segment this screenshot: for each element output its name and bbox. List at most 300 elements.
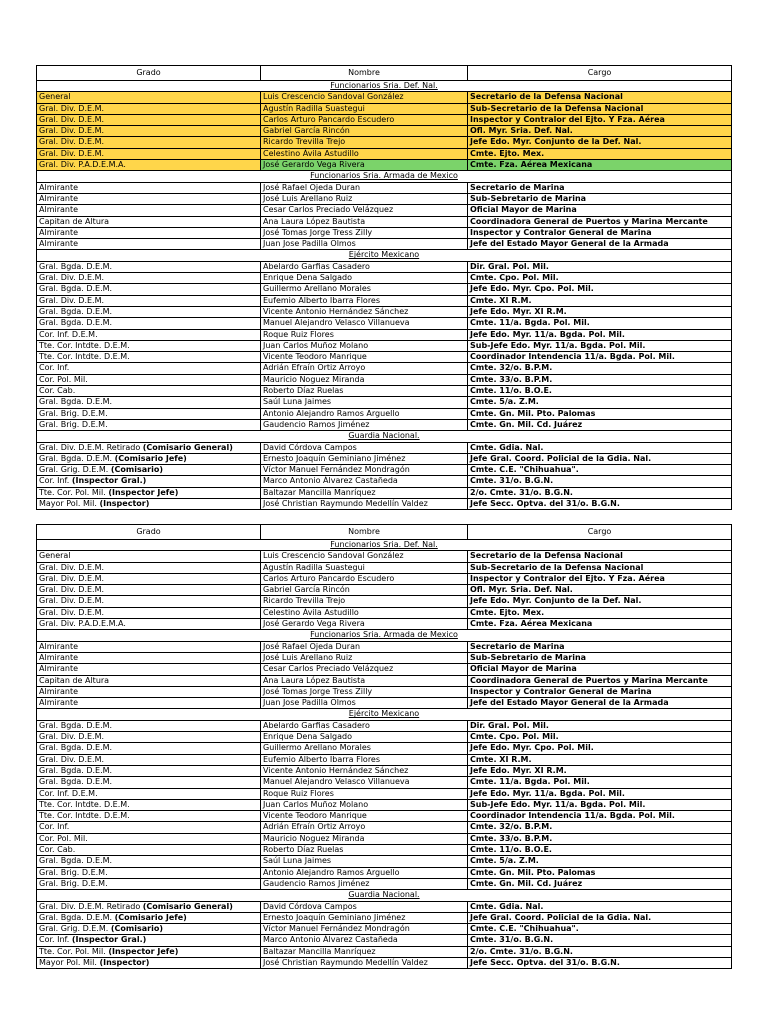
nombre-cell: Guillermo Arellano Morales [261,284,468,295]
rank-text: (Comisario General) [142,442,233,452]
rank-text: (Comisario) [110,924,163,934]
cargo-cell: 2/o. Cmte. 31/o. B.G.N. [468,946,732,957]
grado-cell [37,227,261,238]
table-row [37,318,732,329]
grado-cell [37,374,261,385]
cargo-cell: Jefe Edo. Myr. 11/a. Bgda. Pol. Mil. [468,788,732,799]
section-title: Ejército Mexicano [37,709,732,720]
grado-text: Gral. Brig. D.E.M. [39,867,108,877]
grado-text: Tte. Cor. Intdte. D.E.M. [39,811,130,821]
table-row [37,811,732,822]
nombre-cell: José Tomas Jorge Tress Zilly [261,227,468,238]
table-row [37,397,732,408]
table-row [37,732,732,743]
grado-text: Gral. Div. D.E.M. [39,137,105,147]
cargo-cell: Jefe Edo. Myr. Cpo. Pol. Mil. [468,743,732,754]
grado-text: Gral. Div. D.E.M. [39,148,105,158]
cargo-cell: Sub-Jefe Edo. Myr. 11/a. Bgda. Pol. Mil. [468,340,732,351]
table-row [37,160,732,171]
grado-text: Almirante [39,698,79,708]
grado-cell [37,562,261,573]
grado-text: Cor. Inf. [39,476,70,486]
section-title: Funcionarios Sria. Armada de Mexico [37,171,732,182]
rank-text: (Comisario General) [142,901,233,911]
cargo-cell: Coordinador Intendencia 11/a. Bgda. Pol. Mil. [468,811,732,822]
table-row [37,607,732,618]
table-row [37,114,732,125]
nombre-cell: Manuel Alejandro Velasco Villanueva [261,318,468,329]
grado-text: Gral. Bgda. D.E.M. [39,284,113,294]
grado-cell [37,386,261,397]
grado-text: Gral. Div. D.E.M. [39,103,105,113]
grado-text: Gral. Bgda. D.E.M. [39,306,113,316]
grado-text: Almirante [39,652,79,662]
grado-text: Cor. Cab. [39,845,76,855]
grado-cell [37,551,261,562]
table-row [37,901,732,912]
cargo-cell: Cmte. Ejto. Mex. [468,607,732,618]
section-row [37,81,732,92]
grado-text: Gral. Div. D.E.M. [39,732,105,742]
grado-cell [37,408,261,419]
table-row [37,788,732,799]
header-nombre: Nombre [261,525,468,540]
grado-cell [37,607,261,618]
cargo-cell: Ofl. Myr. Sria. Def. Nal. [468,585,732,596]
nombre-cell: Gabriel García Rincón [261,585,468,596]
table-row [37,261,732,272]
grado-text: Almirante [39,686,79,696]
grado-text: Tte. Cor. Intdte. D.E.M. [39,352,130,362]
table-row [37,856,732,867]
grado-cell [37,329,261,340]
nombre-cell: Cesar Carlos Preciado Velázquez [261,664,468,675]
nombre-cell: Carlos Arturo Pancardo Escudero [261,573,468,584]
grado-text: Gral. Brig. D.E.M. [39,408,108,418]
table-row [37,442,732,453]
grado-text: Gral. Brig. D.E.M. [39,419,108,429]
grado-text: Cor. Inf. [39,363,70,373]
table-row [37,743,732,754]
table-row [37,698,732,709]
grado-text: Cor. Pol. Mil. [39,833,88,843]
cargo-cell: Cmte. 32/o. B.P.M. [468,822,732,833]
cargo-cell: Dir. Gral. Pol. Mil. [468,261,732,272]
section-row [37,709,732,720]
nombre-cell: José Gerardo Vega Rivera [261,619,468,630]
grado-cell [37,686,261,697]
nombre-cell: Ernesto Joaquín Geminiano Jiménez [261,453,468,464]
grado-text: Tte. Cor. Pol. Mil. [39,487,106,497]
grado-cell [37,363,261,374]
nombre-cell: Roque Ruiz Flores [261,788,468,799]
grado-cell [37,397,261,408]
header-cargo: Cargo [468,525,732,540]
nombre-cell: Eufemio Alberto Ibarra Flores [261,754,468,765]
header-row [37,525,732,540]
cargo-cell: Jefe Edo. Myr. XI R.M. [468,765,732,776]
nombre-cell: Roberto Díaz Ruelas [261,386,468,397]
nombre-cell: Ana Laura López Bautista [261,216,468,227]
grado-cell [37,935,261,946]
table-row [37,551,732,562]
cargo-cell: Cmte. 31/o. B.G.N. [468,935,732,946]
nombre-cell: José Tomas Jorge Tress Zilly [261,686,468,697]
cargo-cell: Cmte. 11/o. B.O.E. [468,386,732,397]
table-row [37,92,732,103]
grado-cell [37,788,261,799]
grado-text: Almirante [39,227,79,237]
grado-text: Almirante [39,664,79,674]
cargo-cell: Jefe Edo. Myr. Cpo. Pol. Mil. [468,284,732,295]
nombre-cell: Agustín Radilla Suastegui [261,562,468,573]
nombre-cell: José Luis Arellano Ruiz [261,193,468,204]
table-row [37,363,732,374]
grado-text: Gral. Div. D.E.M. [39,126,105,136]
nombre-cell: Antonio Alejandro Ramos Arguello [261,867,468,878]
section-row [37,890,732,901]
nombre-cell: Adrián Efraín Ortiz Arroyo [261,822,468,833]
grado-cell [37,284,261,295]
grado-cell [37,273,261,284]
cargo-cell: Cmte. Gdia. Nal. [468,442,732,453]
grado-cell [37,182,261,193]
section-title: Funcionarios Sria. Def. Nal. [37,540,732,551]
rank-text: (Inspector Gral.) [71,476,147,486]
grado-text: Tte. Cor. Intdte. D.E.M. [39,799,130,809]
cargo-cell: Secretario de Marina [468,182,732,193]
grado-text: Gral. Grig. D.E.M. [39,465,109,475]
table-row [37,912,732,923]
table-row [37,148,732,159]
grado-text: Almirante [39,205,79,215]
nombre-cell: Enrique Dena Salgado [261,273,468,284]
nombre-cell: Vicente Antonio Hernández Sánchez [261,765,468,776]
grado-cell [37,498,261,509]
cargo-cell: Cmte. 32/o. B.P.M. [468,363,732,374]
grado-cell [37,652,261,663]
cargo-cell: Jefe Edo. Myr. Conjunto de la Def. Nal. [468,137,732,148]
table-row [37,419,732,430]
header-cargo: Cargo [468,66,732,81]
cargo-cell: Cmte. Gn. Mil. Cd. Juárez [468,878,732,889]
cargo-cell: Sub-Secretario de la Defensa Nacional [468,103,732,114]
rank-text: (Comisario Jefe) [114,453,187,463]
nombre-cell: Víctor Manuel Fernández Mondragón [261,465,468,476]
table-row [37,619,732,630]
cargo-cell: Jefe Edo. Myr. Conjunto de la Def. Nal. [468,596,732,607]
rank-text: (Inspector Gral.) [71,935,147,945]
table-row [37,340,732,351]
table-row [37,596,732,607]
section-row [37,630,732,641]
cargo-cell: Jefe Edo. Myr. 11/a. Bgda. Pol. Mil. [468,329,732,340]
cargo-cell: Oficial Mayor de Marina [468,664,732,675]
table-row [37,935,732,946]
grado-text: Gral. Div. D.E.M. [39,607,105,617]
table-row [37,867,732,878]
cargo-cell: Cmte. Gn. Mil. Pto. Palomas [468,408,732,419]
cargo-cell: Cmte. Ejto. Mex. [468,148,732,159]
cargo-cell: Cmte. 31/o. B.G.N. [468,476,732,487]
nombre-cell: Mauricio Noguez Miranda [261,833,468,844]
grado-text: Gral. Div. D.E.M. [39,114,105,124]
header-nombre: Nombre [261,66,468,81]
cargo-cell: Cmte. C.E. "Chihuahua". [468,924,732,935]
rank-text: (Inspector) [99,498,150,508]
nombre-cell: Ernesto Joaquín Geminiano Jiménez [261,912,468,923]
grado-cell [37,573,261,584]
nombre-cell: Adrián Efraín Ortiz Arroyo [261,363,468,374]
nombre-cell: Gaudencio Ramos Jiménez [261,419,468,430]
officials-table-highlighted [36,65,732,510]
grado-text: Almirante [39,239,79,249]
table-row [37,193,732,204]
table-row [37,487,732,498]
cargo-cell: Cmte. 11/a. Bgda. Pol. Mil. [468,318,732,329]
grado-text: Cor. Inf. D.E.M. [39,788,98,798]
nombre-cell: Luis Crescencio Sandoval González [261,92,468,103]
nombre-cell: José Rafael Ojeda Duran [261,182,468,193]
grado-text: Gral. Div. P.A.D.E.M.A. [39,619,126,629]
grado-text: Gral. Bgda. D.E.M. [39,261,113,271]
cargo-cell: Coordinador Intendencia 11/a. Bgda. Pol. Mil. [468,352,732,363]
cargo-cell: Coordinadora General de Puertos y Marina Mercante [468,216,732,227]
table-row [37,641,732,652]
grado-cell [37,777,261,788]
nombre-cell: Ana Laura López Bautista [261,675,468,686]
table-row [37,652,732,663]
grado-text: Gral. Bgda. D.E.M. [39,912,113,922]
nombre-cell: Antonio Alejandro Ramos Arguello [261,408,468,419]
grado-cell [37,698,261,709]
grado-cell [37,596,261,607]
nombre-cell: Eufemio Alberto Ibarra Flores [261,295,468,306]
grado-cell [37,419,261,430]
nombre-cell: Cesar Carlos Preciado Velázquez [261,205,468,216]
cargo-cell: Cmte. Fza. Aérea Mexicana [468,619,732,630]
nombre-cell: Vicente Antonio Hernández Sánchez [261,306,468,317]
cargo-cell: Jefe Gral. Coord. Policial de la Gdia. Nal. [468,453,732,464]
grado-text: Gral. Bgda. D.E.M. [39,777,113,787]
table-row [37,103,732,114]
section-row [37,540,732,551]
nombre-cell: Carlos Arturo Pancardo Escudero [261,114,468,125]
cargo-cell: Sub-Sebretario de Marina [468,652,732,663]
cargo-cell: Cmte. Cpo. Pol. Mil. [468,732,732,743]
grado-text: Cor. Cab. [39,386,76,396]
table-row [37,284,732,295]
nombre-cell: José Gerardo Vega Rivera [261,160,468,171]
grado-cell [37,822,261,833]
rank-text: (Inspector Jefe) [108,946,179,956]
nombre-cell: José Luis Arellano Ruiz [261,652,468,663]
grado-cell [37,664,261,675]
grado-text: Gral. Bgda. D.E.M. [39,720,113,730]
rank-text: (Comisario) [110,465,163,475]
grado-cell [37,487,261,498]
cargo-cell: Jefe del Estado Mayor General de la Armada [468,698,732,709]
nombre-cell: Ricardo Trevilla Trejo [261,596,468,607]
grado-cell [37,957,261,968]
cargo-cell: Sub-Sebretario de Marina [468,193,732,204]
grado-text: Gral. Div. P.A.D.E.M.A. [39,160,126,170]
table-row [37,878,732,889]
cargo-cell: Secretario de la Defensa Nacional [468,92,732,103]
grado-text: Almirante [39,182,79,192]
grado-cell [37,856,261,867]
grado-cell [37,92,261,103]
grado-text: Capitan de Altura [39,675,110,685]
grado-text: Cor. Inf. [39,935,70,945]
nombre-cell: Abelardo Garfias Casadero [261,261,468,272]
table-row [37,777,732,788]
nombre-cell: Abelardo Garfias Casadero [261,720,468,731]
grado-cell [37,833,261,844]
table-row [37,239,732,250]
grado-text: Gral. Div. D.E.M. [39,596,105,606]
nombre-cell: Saúl Luna Jaimes [261,856,468,867]
cargo-cell: 2/o. Cmte. 31/o. B.G.N. [468,487,732,498]
nombre-cell: Celestino Ávila Astudillo [261,607,468,618]
grado-cell [37,901,261,912]
table-row [37,845,732,856]
grado-cell [37,216,261,227]
grado-cell [37,946,261,957]
grado-text: Tte. Cor. Intdte. D.E.M. [39,340,130,350]
grado-cell [37,743,261,754]
table-row [37,822,732,833]
grado-cell [37,845,261,856]
grado-cell [37,765,261,776]
nombre-cell: Enrique Dena Salgado [261,732,468,743]
table-row [37,374,732,385]
section-title: Guardia Nacional. [37,431,732,442]
nombre-cell: Mauricio Noguez Miranda [261,374,468,385]
grado-cell [37,619,261,630]
grado-text: Gral. Div. D.E.M. [39,585,105,595]
header-grado: Grado [37,66,261,81]
table-row [37,957,732,968]
grado-text: Gral. Div. D.E.M. [39,273,105,283]
cargo-cell: Inspector y Contralor del Ejto. Y Fza. Aérea [468,114,732,125]
cargo-cell: Jefe Secc. Optva. del 31/o. B.G.N. [468,498,732,509]
cargo-cell: Cmte. Gn. Mil. Cd. Juárez [468,419,732,430]
grado-text: Gral. Brig. D.E.M. [39,878,108,888]
nombre-cell: Víctor Manuel Fernández Mondragón [261,924,468,935]
cargo-cell: Oficial Mayor de Marina [468,205,732,216]
table-row [37,498,732,509]
cargo-cell: Cmte. 33/o. B.P.M. [468,374,732,385]
cargo-cell: Cmte. 11/a. Bgda. Pol. Mil. [468,777,732,788]
cargo-cell: Secretario de la Defensa Nacional [468,551,732,562]
grado-cell [37,295,261,306]
table-row [37,754,732,765]
table-row [37,329,732,340]
nombre-cell: José Christian Raymundo Medellín Valdez [261,957,468,968]
nombre-cell: Roque Ruiz Flores [261,329,468,340]
grado-cell [37,340,261,351]
nombre-cell: Juan Carlos Muñoz Molano [261,340,468,351]
cargo-cell: Cmte. XI R.M. [468,754,732,765]
nombre-cell: Ricardo Trevilla Trejo [261,137,468,148]
officials-table-plain [36,524,732,969]
grado-text: Gral. Div. D.E.M. Retirado [39,442,141,452]
grado-cell [37,261,261,272]
cargo-cell: Cmte. 11/o. B.O.E. [468,845,732,856]
cargo-cell: Sub-Secretario de la Defensa Nacional [468,562,732,573]
grado-cell [37,193,261,204]
grado-text: Almirante [39,193,79,203]
nombre-cell: Roberto Díaz Ruelas [261,845,468,856]
nombre-cell: Vicente Teodoro Manrique [261,811,468,822]
cargo-cell: Jefe Edo. Myr. XI R.M. [468,306,732,317]
grado-cell [37,675,261,686]
grado-text: Almirante [39,641,79,651]
table-row [37,720,732,731]
nombre-cell: Luis Crescencio Sandoval González [261,551,468,562]
table-row [37,476,732,487]
cargo-cell: Cmte. 5/a. Z.M. [468,397,732,408]
table-row [37,126,732,137]
grado-cell [37,126,261,137]
nombre-cell: Guillermo Arellano Morales [261,743,468,754]
table-row [37,386,732,397]
grado-cell [37,799,261,810]
grado-cell [37,867,261,878]
cargo-cell: Cmte. 5/a. Z.M. [468,856,732,867]
nombre-cell: Gaudencio Ramos Jiménez [261,878,468,889]
cargo-cell: Sub-Jefe Edo. Myr. 11/a. Bgda. Pol. Mil. [468,799,732,810]
cargo-cell: Inspector y Contralor del Ejto. Y Fza. Aérea [468,573,732,584]
header-row [37,66,732,81]
grado-text: Gral. Bgda. D.E.M. [39,453,113,463]
grado-text: Gral. Div. D.E.M. [39,754,105,764]
grado-text: Gral. Bgda. D.E.M. [39,743,113,753]
table-row [37,799,732,810]
nombre-cell: Saúl Luna Jaimes [261,397,468,408]
grado-text: Cor. Inf. D.E.M. [39,329,98,339]
grado-text: Cor. Pol. Mil. [39,374,88,384]
grado-cell [37,720,261,731]
nombre-cell: Vicente Teodoro Manrique [261,352,468,363]
grado-text: Gral. Bgda. D.E.M. [39,318,113,328]
table-row [37,573,732,584]
nombre-cell: Marco Antonio Álvarez Castañeda [261,935,468,946]
cargo-cell: Cmte. Gn. Mil. Pto. Palomas [468,867,732,878]
cargo-cell: Cmte. Gdia. Nal. [468,901,732,912]
grado-cell [37,148,261,159]
grado-cell [37,476,261,487]
cargo-cell: Secretario de Marina [468,641,732,652]
grado-cell [37,754,261,765]
nombre-cell: David Córdova Campos [261,442,468,453]
section-row [37,250,732,261]
cargo-cell: Jefe del Estado Mayor General de la Armada [468,239,732,250]
grado-cell [37,465,261,476]
nombre-cell: Juan Jose Padilla Olmos [261,698,468,709]
table-row [37,216,732,227]
table-row [37,465,732,476]
header-grado: Grado [37,525,261,540]
grado-cell [37,811,261,822]
nombre-cell: José Christian Raymundo Medellín Valdez [261,498,468,509]
grado-cell [37,205,261,216]
section-row [37,431,732,442]
grado-cell [37,453,261,464]
nombre-cell: Marco Antonio Álvarez Castañeda [261,476,468,487]
table-row [37,137,732,148]
